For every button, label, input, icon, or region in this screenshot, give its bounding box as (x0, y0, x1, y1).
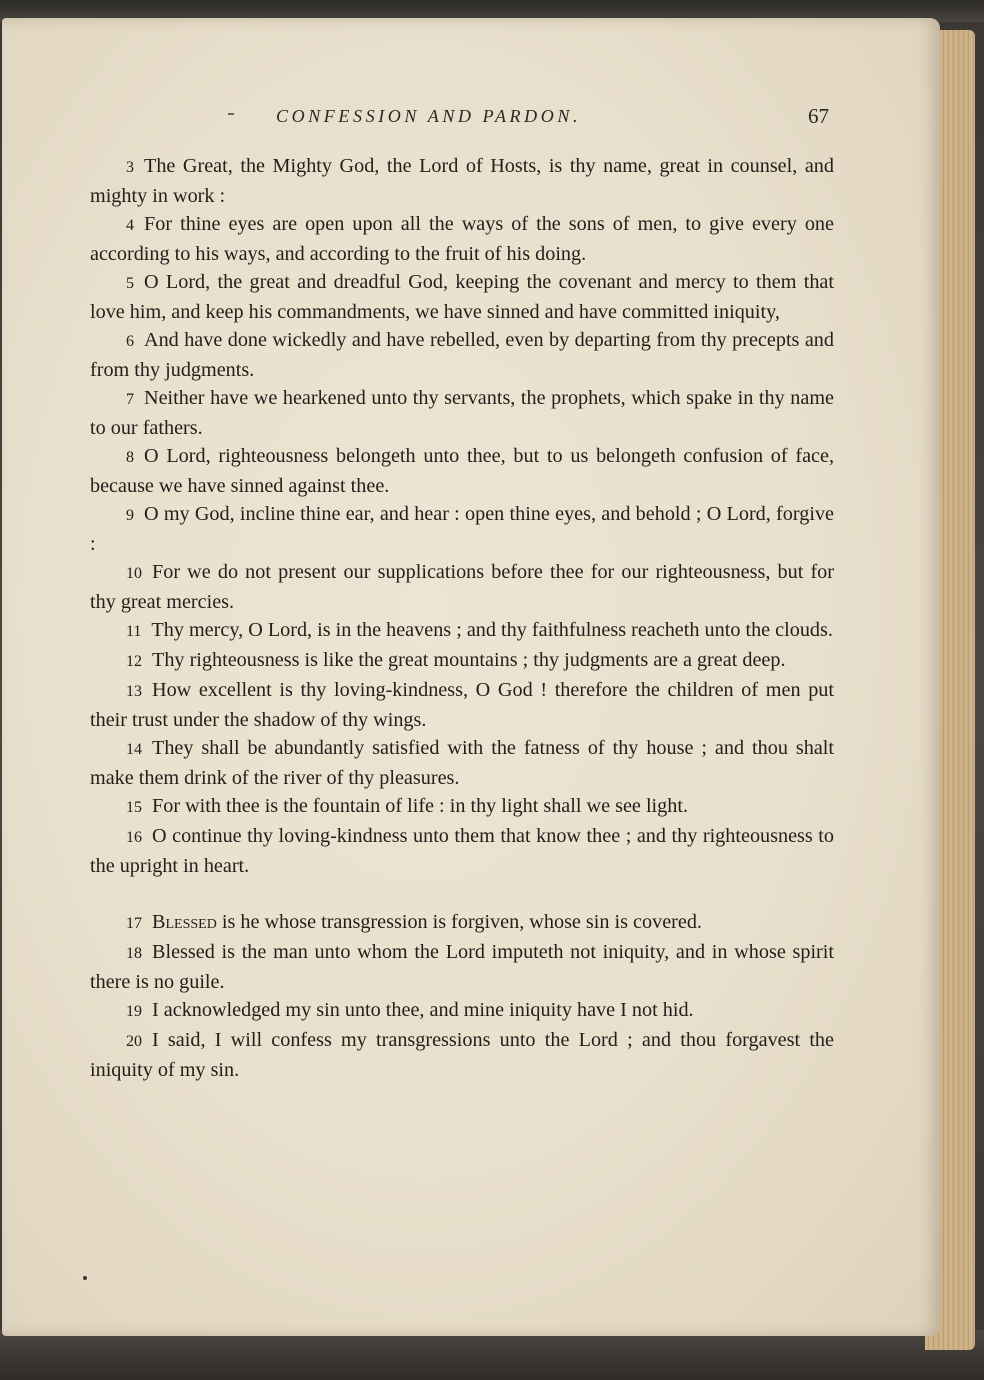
verse-15 (90, 792, 834, 822)
verse-number: 4 (126, 217, 134, 234)
verse-6 (90, 326, 834, 384)
verse-number: 17 (126, 915, 142, 932)
verse-number: 19 (126, 1003, 142, 1020)
verse-text: O Lord, righteousness belongeth unto thee, but to us belongeth confusion of face, because we have sinned against thee. (90, 445, 834, 497)
verse-text: How excellent is thy loving-kindness, O God ! therefore the children of men put their trust under the shadow of thy wings. (90, 679, 834, 731)
verse-17 (90, 908, 834, 938)
verse-number: 9 (126, 507, 134, 524)
verse-text: Blessed is the man unto whom the Lord imputeth not iniquity, and in whose spirit there is no guile. (90, 941, 834, 993)
verse-5 (90, 268, 834, 326)
verse-11 (90, 616, 834, 646)
verse-number: 13 (126, 683, 142, 700)
verse-text: For with thee is the fountain of life : in thy light shall we see light. (152, 795, 689, 817)
verse-10 (90, 558, 834, 616)
verse-number: 15 (126, 799, 142, 816)
verse-number: 7 (126, 391, 134, 408)
verse-text: I acknowledged my sin unto thee, and mine iniquity have I not hid. (152, 999, 694, 1021)
book-cover-bottom (0, 1330, 984, 1380)
verse-14 (90, 734, 834, 792)
verse-text: For thine eyes are open upon all the ways of the sons of men, to give every one according to his ways, and according to the fruit of his doing. (90, 213, 834, 265)
verse-number: 14 (126, 741, 142, 758)
verse-number: 18 (126, 945, 142, 962)
scripture-text (90, 152, 834, 1084)
verse-4 (90, 210, 834, 268)
verse-text: I said, I will confess my transgressions unto the Lord ; and thou forgavest the iniquity of my sin. (90, 1029, 834, 1081)
verse-text: O continue thy loving-kindness unto them that know thee ; and thy righteousness to the upright in heart. (90, 825, 834, 877)
verse-text: O Lord, the great and dreadful God, keeping the covenant and mercy to them that love him, and keep his commandments, we have sinned and have committed iniquity, (90, 271, 834, 323)
verse-9 (90, 500, 834, 558)
verse-number: 16 (126, 829, 142, 846)
verse-12 (90, 646, 834, 676)
verse-text: For we do not present our supplications before thee for our righteousness, but for thy great mercies. (90, 561, 834, 613)
verse-18 (90, 938, 834, 996)
verse-number: 5 (126, 275, 134, 292)
verse-text: Neither have we hearkened unto thy servants, the prophets, which spake in thy name to our fathers. (90, 387, 834, 439)
verse-number: 6 (126, 333, 134, 350)
verse-13 (90, 676, 834, 734)
verse-number: 8 (126, 449, 134, 466)
verse-text: is he whose transgression is forgiven, whose sin is covered. (216, 911, 702, 933)
verse-7 (90, 384, 834, 442)
verse-text: The Great, the Mighty God, the Lord of Hosts, is thy name, great in counsel, and mighty in work : (90, 155, 834, 207)
verse-text: Thy righteousness is like the great mountains ; thy judgments are a great deep. (152, 649, 786, 671)
verse-8 (90, 442, 834, 500)
verse-lead-word: Blessed (152, 911, 217, 933)
verse-text: O my God, incline thine ear, and hear : open thine eyes, and behold ; O Lord, forgive : (90, 503, 834, 555)
page-number: 67 (808, 104, 829, 128)
verse-number: 10 (126, 565, 142, 582)
verse-text: They shall be abundantly satisfied with the fatness of thy house ; and thou shalt make them drink of the river of thy pleasures. (90, 737, 834, 789)
verse-number: 3 (126, 159, 134, 176)
running-head-title: CONFESSION AND PARDON. (276, 106, 582, 126)
verse-19 (90, 996, 834, 1026)
verse-number: 11 (126, 623, 142, 640)
verse-3 (90, 152, 834, 210)
verse-16 (90, 822, 834, 880)
running-head (0, 104, 984, 134)
verse-20 (90, 1026, 834, 1084)
verse-number: 20 (126, 1033, 142, 1050)
verse-text: And have done wickedly and have rebelled, even by departing from thy precepts and from thy judgments. (90, 329, 834, 381)
margin-dot (83, 1276, 87, 1280)
verse-number: 12 (126, 653, 142, 670)
verse-text: Thy mercy, O Lord, is in the heavens ; and thy faithfulness reacheth unto the clouds. (151, 619, 833, 641)
